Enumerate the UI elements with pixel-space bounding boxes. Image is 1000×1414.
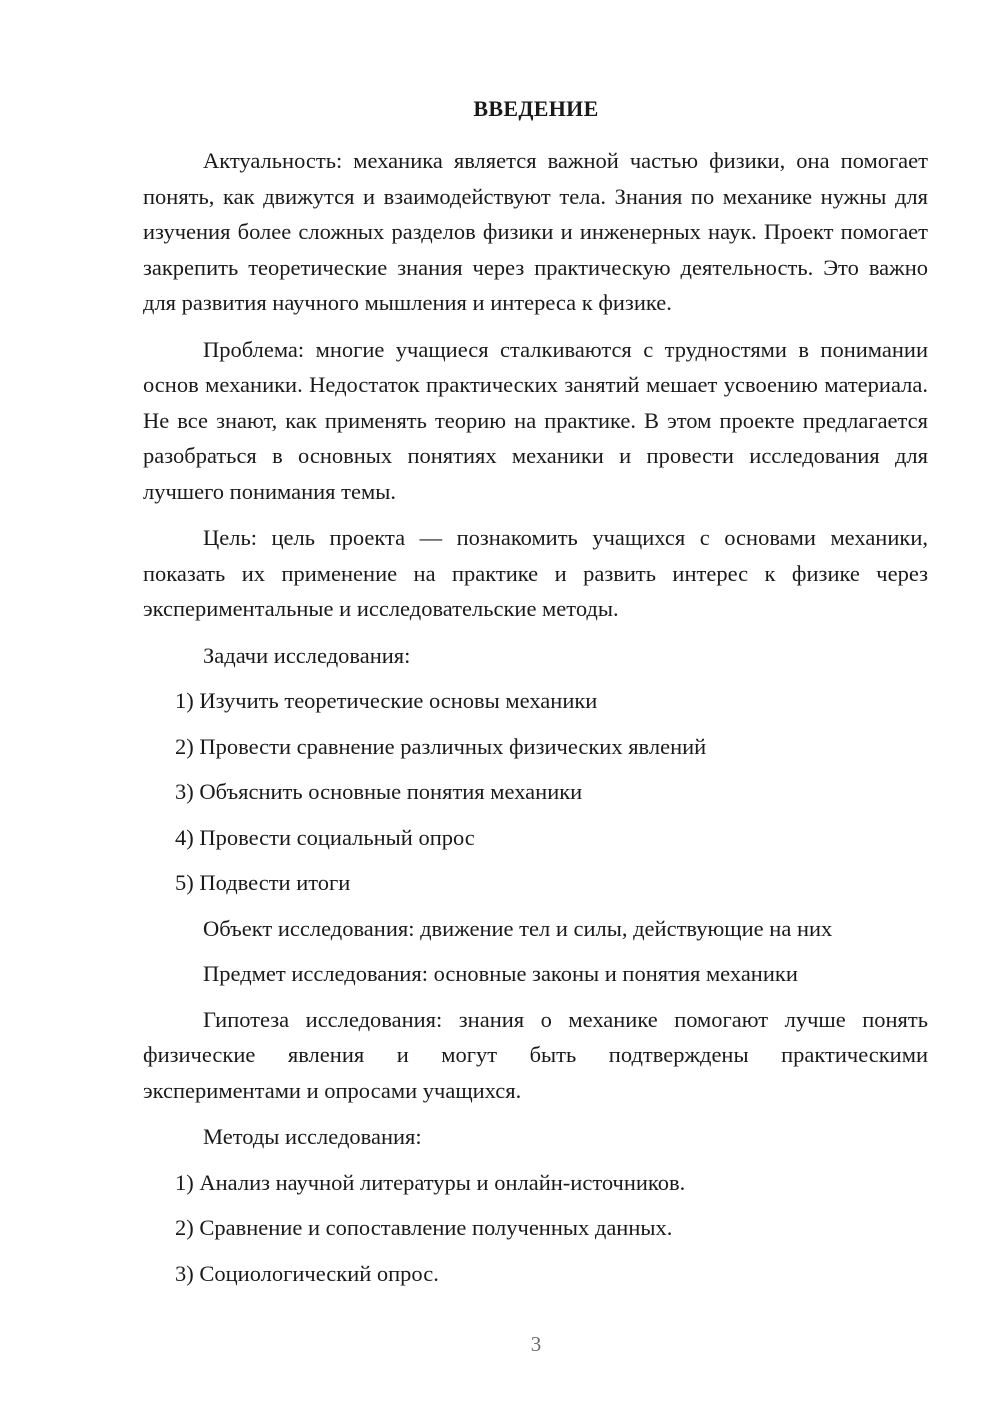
page-number: 3 [530,1332,542,1356]
relevance-paragraph: Актуальность: механика является важной частью физики, она помогает понять, как движутся и взаимодействуют тела. Знания по механике нужны для изучения более сложных разделов физики и инженерных наук. Проект помогает закрепить теоретические знания через практическую деятельность. Это важно для развития научного мышления и интереса к физике. [143,148,928,315]
method-item: 2) Сравнение и сопоставление полученных данных. [175,1215,673,1240]
task-item: 1) Изучить теоретические основы механики [175,688,598,713]
tasks-heading: Задачи исследования: [203,642,411,668]
methods-list [143,1165,928,1292]
tasks-list [143,683,928,901]
method-item: 3) Социологический опрос. [175,1260,439,1286]
task-item: 5) Подвести итоги [175,870,351,895]
problem-paragraph: Проблема: многие учащиеся сталкиваются с трудностями в понимании основ механики. Недостаток практических занятий мешает усвоению материала. Не все знают, как применять теорию на практике. В этом проекте предлагается разобраться в основных понятиях механики и провести исследования для лучшего понимания темы. [143,336,928,504]
subject-line: Предмет исследования: основные законы и понятия механики [203,961,798,986]
method-item: 1) Анализ научной литературы и онлайн-источников. [175,1169,686,1195]
hypothesis-paragraph: Гипотеза исследования: знания о механике помогают лучше понять физические явления и могут быть подтверждены практическими экспериментами и опросами учащихся. [143,1006,928,1103]
task-item: 3) Объяснить основные понятия механики [175,779,583,804]
task-item: 4) Провести социальный опрос [175,824,475,850]
methods-heading: Методы исследования: [203,1124,422,1149]
page-content [143,143,928,1301]
task-item: 2) Провести сравнение различных физических явлений [175,733,707,759]
object-line: Объект исследования: движение тел и силы, действующие на них [203,915,833,941]
goal-paragraph: Цель: цель проекта — познакомить учащихся с основами механики, показать их применение на практике и развить интерес к физике через экспериментальные и исследовательские методы. [143,525,928,621]
section-title: ВВЕДЕНИЕ [473,96,599,121]
